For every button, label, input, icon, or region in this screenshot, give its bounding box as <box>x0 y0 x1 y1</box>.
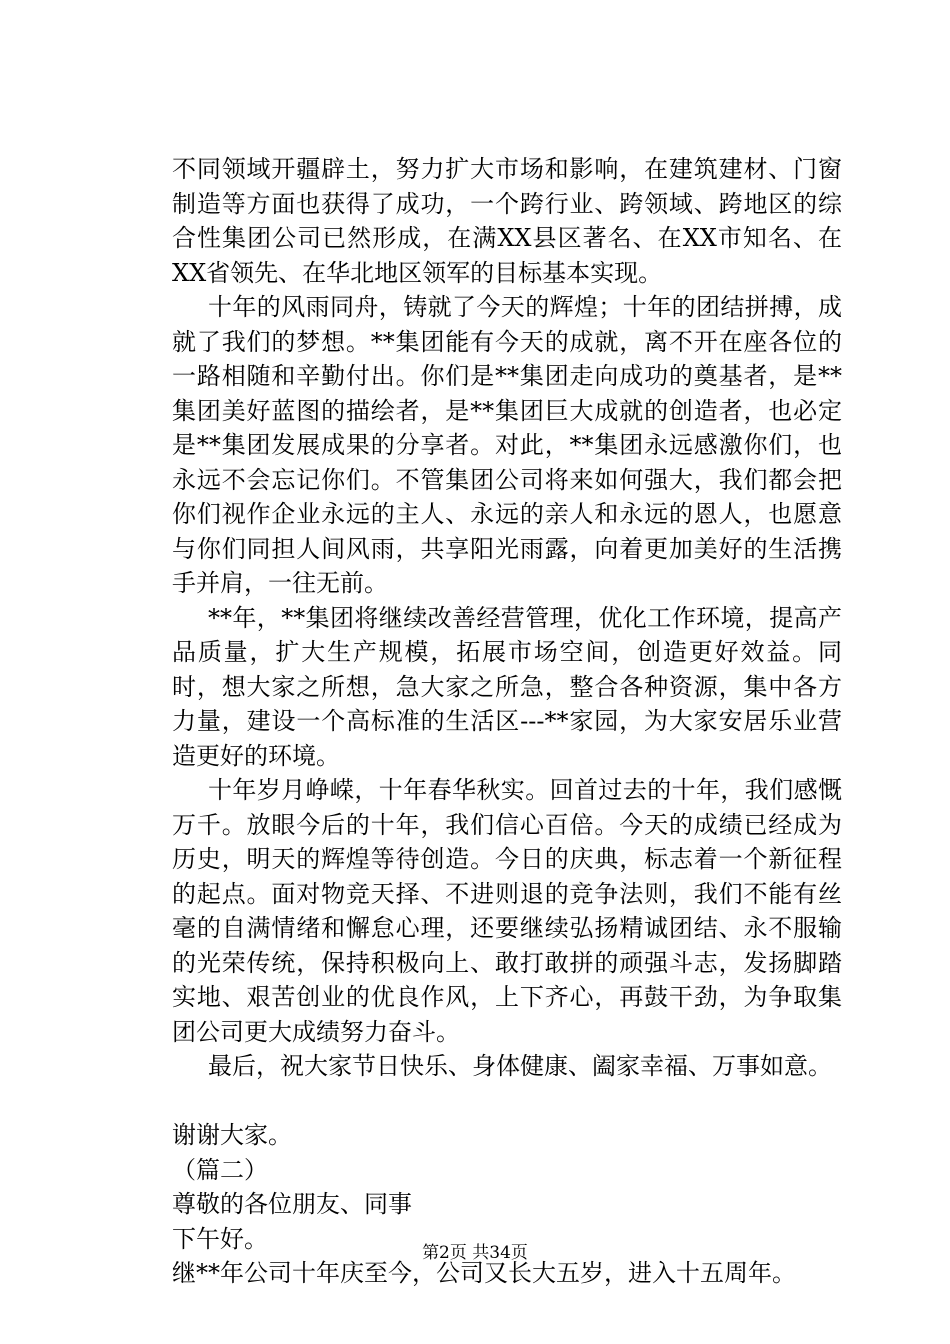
page-number-footer: 第2页 共34页 <box>422 1243 528 1263</box>
line-salutation: 尊敬的各位朋友、同事 <box>172 1190 412 1218</box>
line-section-heading: （篇二） <box>172 1155 268 1184</box>
line-greeting: 下午好。 <box>172 1224 268 1253</box>
paragraph-gratitude: 十年的风雨同舟，铸就了今天的辉煌；十年的团结拼搏，成就了我们的梦想。**集团能有今天的成就，离不开在座各位的一路相随和辛勤付出。你们是**集团走向成功的奠基者，是**集团美好蓝图的描绘者，是**集团巨大成就的创造者，也必定是**集团发展成果的分享者。对此，**集团永远感激你们，也永远不会忘记你们。不管集团公司将来如何强大，我们都会把你们视作企业永远的主人、永远的亲人和永远的恩人，也愿意与你们同担人间风雨，共享阳光雨露，向着更加美好的生活携手并肩，一往无前。 <box>172 293 842 597</box>
paragraph-plans: **年，**集团将继续改善经营管理，优化工作环境，提高产品质量，扩大生产规模，拓展市场空间，创造更好效益。同时，想大家之所想，急大家之所急，整合各种资源，集中各方力量，建设一个高标准的生活区---**家园，为大家安居乐业营造更好的环境。 <box>172 603 842 770</box>
line-thanks: 谢谢大家。 <box>172 1121 292 1149</box>
paragraph-outlook: 十年岁月峥嵘，十年春华秋实。回首过去的十年，我们感慨万千。放眼今后的十年，我们信心百倍。今天的成绩已经成为历史，明天的辉煌等待创造。今日的庆典，标志着一个新征程的起点。面对物竞天择、不进则退的竞争法则，我们不能有丝毫的自满情绪和懈怠心理，还要继续弘扬精诚团结、永不服输的光荣传统，保持积极向上、敢打敢拼的顽强斗志，发扬脚踏实地、艰苦创业的优良作风，上下齐心，再鼓干劲，为争取集团公司更大成绩努力奋斗。 <box>172 776 842 1046</box>
line-opening: 继**年公司十年庆至今，公司又长大五岁，进入十五周年。 <box>172 1259 796 1287</box>
paragraph-wishes: 最后，祝大家节日快乐、身体健康、阖家幸福、万事如意。 <box>208 1052 832 1080</box>
document-body <box>172 152 842 1291</box>
blank-line <box>172 1084 842 1119</box>
paragraph-continuation: 不同领域开疆辟土，努力扩大市场和影响，在建筑建材、门窗制造等方面也获得了成功，一个跨行业、跨领域、跨地区的综合性集团公司已然形成，在满XX县区著名、在XX市知名、在XX省领先、在华北地区领军的目标基本实现。 <box>172 155 842 287</box>
